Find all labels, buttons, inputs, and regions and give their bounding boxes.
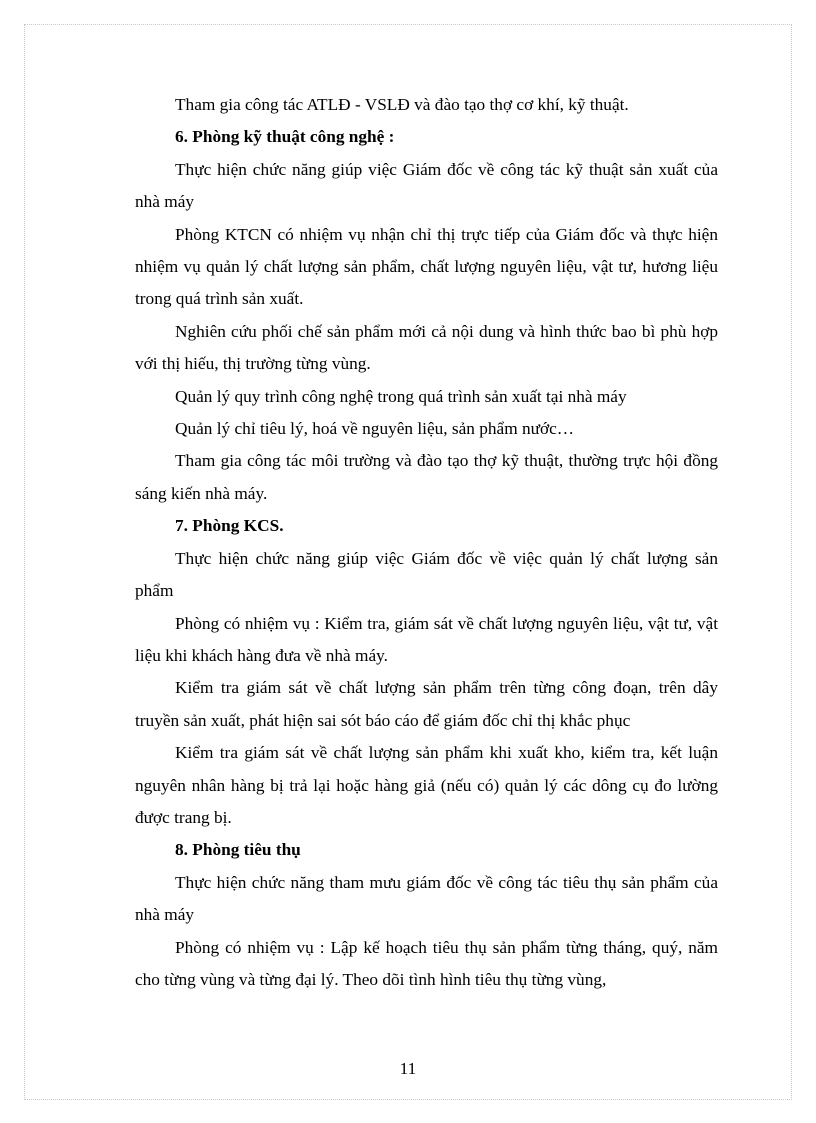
body-paragraph: Thực hiện chức năng giúp việc Giám đốc về công tác kỹ thuật sản xuất của nhà máy <box>135 159 718 212</box>
body-paragraph: Nghiên cứu phối chế sản phẩm mới cả nội dung và hình thức bao bì phù hợp với thị hiếu, thị trường từng vùng. <box>135 321 718 374</box>
page-border-top <box>24 24 792 25</box>
body-paragraph: Phòng KTCN có nhiệm vụ nhận chỉ thị trực tiếp của Giám đốc và thực hiện nhiệm vụ quản lý chất lượng sản phẩm, chất lượng nguyên liệu, vật tư, hương liệu trong quá trình sản xuất. <box>135 224 718 309</box>
body-paragraph: Kiểm tra giám sát về chất lượng sản phẩm trên từng công đoạn, trên dây truyền sản xuất, phát hiện sai sót báo cáo để giám đốc chỉ thị khắc phục <box>135 678 718 730</box>
document-body <box>135 89 718 996</box>
section-heading: 6. Phòng kỹ thuật công nghệ : <box>175 127 395 147</box>
body-paragraph: Thực hiện chức năng tham mưu giám đốc về công tác tiêu thụ sản phẩm của nhà máy <box>135 872 718 925</box>
body-paragraph: Thực hiện chức năng giúp việc Giám đốc về việc quản lý chất lượng sản phẩm <box>135 548 718 601</box>
body-paragraph: Phòng có nhiệm vụ : Kiểm tra, giám sát về chất lượng nguyên liệu, vật tư, vật liệu khi khách hàng đưa về nhà máy. <box>135 613 718 665</box>
body-paragraph: Quản lý chỉ tiêu lý, hoá về nguyên liệu, sản phẩm nước… <box>175 419 575 439</box>
body-paragraph: Tham gia công tác môi trường và đào tạo thợ kỹ thuật, thường trực hội đồng sáng kiến nhà máy. <box>135 451 718 503</box>
body-paragraph: Tham gia công tác ATLĐ - VSLĐ và đào tạo thợ cơ khí, kỹ thuật. <box>175 95 629 114</box>
page-border-right <box>791 24 792 1100</box>
page-number: 11 <box>399 1059 417 1078</box>
body-paragraph: Kiểm tra giám sát về chất lượng sản phẩm khi xuất kho, kiểm tra, kết luận nguyên nhân hàng bị trả lại hoặc hàng giả (nếu có) quản lý các dông cụ đo lường được trang bị. <box>135 743 718 827</box>
body-paragraph: Quản lý quy trình công nghệ trong quá trình sản xuất tại nhà máy <box>175 386 627 406</box>
page-border-bottom <box>24 1099 792 1100</box>
section-heading: 8. Phòng tiêu thụ <box>175 840 301 860</box>
page-border-left <box>24 24 25 1100</box>
section-heading: 7. Phòng KCS. <box>175 516 284 536</box>
body-paragraph: Phòng có nhiệm vụ : Lập kế hoạch tiêu thụ sản phẩm từng tháng, quý, năm cho từng vùng và từng đại lý. Theo dõi tình hình tiêu thụ từng vùng, <box>135 937 718 989</box>
